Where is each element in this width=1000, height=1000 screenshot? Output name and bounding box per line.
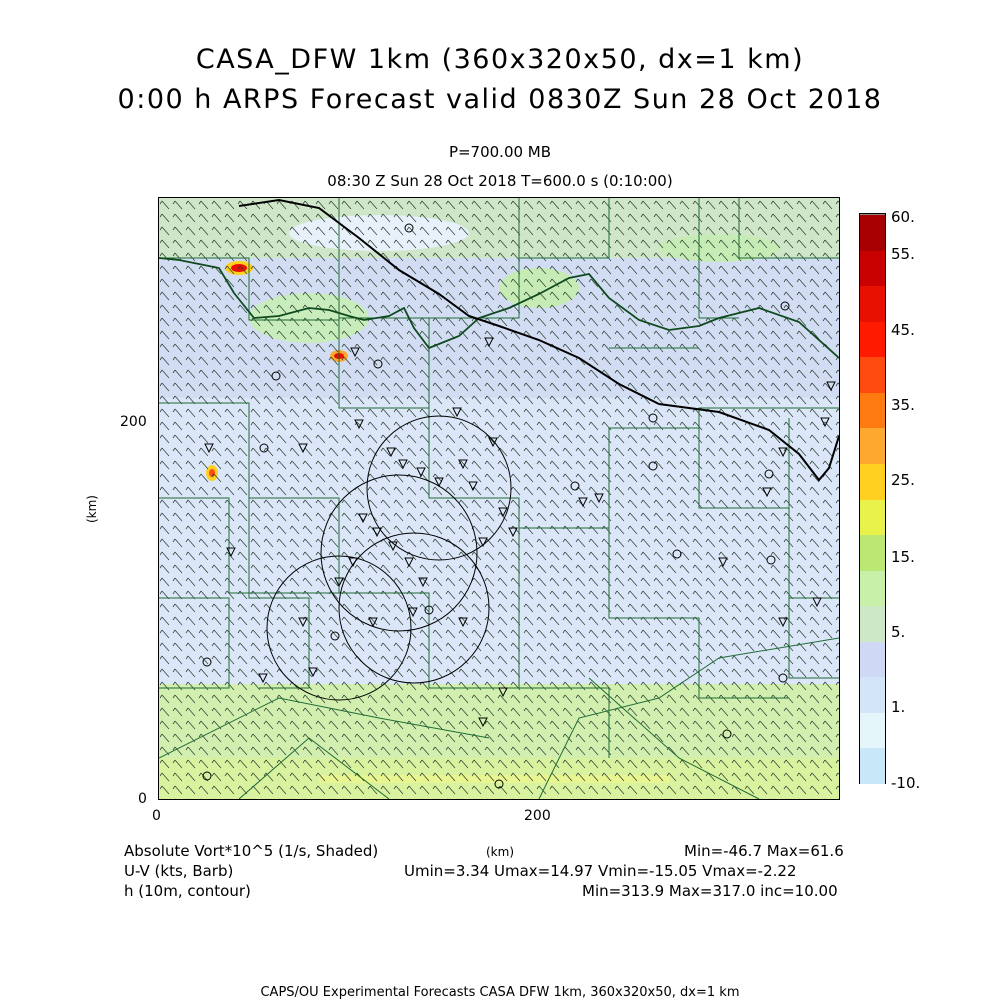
credit-line: CAPS/OU Experimental Forecasts CASA DFW 1km, 360x320x50, dx=1 km <box>260 985 740 1000</box>
wind-minmax: Umin=3.34 Umax=14.97 Vmin=-15.05 Vmax=-2.22 <box>404 862 797 880</box>
colorbar-swatch <box>860 712 885 749</box>
title-line-1: CASA_DFW 1km (360x320x50, dx=1 km) <box>195 44 805 75</box>
x-axis-label: (km) <box>486 845 515 859</box>
colorbar-label-1: 1. <box>891 698 906 716</box>
pressure-level-label: P=700.00 MB <box>448 143 552 161</box>
colorbar-label-15: 15. <box>891 548 915 566</box>
colorbar-label-5: 5. <box>891 623 906 641</box>
map-panel <box>158 197 840 800</box>
contour-field-label: h (10m, contour) <box>124 882 251 900</box>
colorbar-swatch <box>860 463 885 500</box>
shaded-field-label: Absolute Vort*10^5 (1/s, Shaded) <box>124 842 379 860</box>
x-tick-200: 200 <box>524 808 551 824</box>
colorbar-swatch <box>860 285 885 322</box>
colorbar-label-60: 60. <box>891 208 915 226</box>
colorbar-swatch <box>860 605 885 642</box>
valid-time-label: 08:30 Z Sun 28 Oct 2018 T=600.0 s (0:10:00) <box>327 172 673 190</box>
colorbar-swatch <box>860 356 885 393</box>
colorbar-label-55: 55. <box>891 245 915 263</box>
colorbar-label-45: 45. <box>891 321 915 339</box>
colorbar-swatch <box>860 534 885 571</box>
barb-field-label: U-V (kts, Barb) <box>124 862 234 880</box>
colorbar-swatch <box>860 392 885 429</box>
colorbar-label-35: 35. <box>891 396 915 414</box>
colorbar-label-25: 25. <box>891 471 915 489</box>
colorbar-swatch <box>860 321 885 358</box>
colorbar-swatch <box>860 641 885 678</box>
x-tick-0: 0 <box>152 808 161 824</box>
colorbar-swatch <box>860 214 885 251</box>
colorbar-swatch <box>860 250 885 287</box>
colorbar-swatch <box>860 570 885 607</box>
colorbar-label-minus10: -10. <box>891 774 921 792</box>
colorbar-swatch <box>860 676 885 713</box>
vorticity-map <box>159 198 839 799</box>
colorbar <box>859 213 886 784</box>
y-tick-200: 200 <box>120 414 147 430</box>
colorbar-swatch <box>860 427 885 464</box>
title-line-2: 0:00 h ARPS Forecast valid 0830Z Sun 28 Oct 2018 <box>117 84 883 115</box>
colorbar-swatch <box>860 499 885 536</box>
colorbar-swatch <box>860 747 885 784</box>
height-minmax: Min=313.9 Max=317.0 inc=10.00 <box>582 882 838 900</box>
y-tick-0: 0 <box>138 791 147 807</box>
y-axis-label: (km) <box>85 494 100 524</box>
vorticity-minmax: Min=-46.7 Max=61.6 <box>684 842 844 860</box>
